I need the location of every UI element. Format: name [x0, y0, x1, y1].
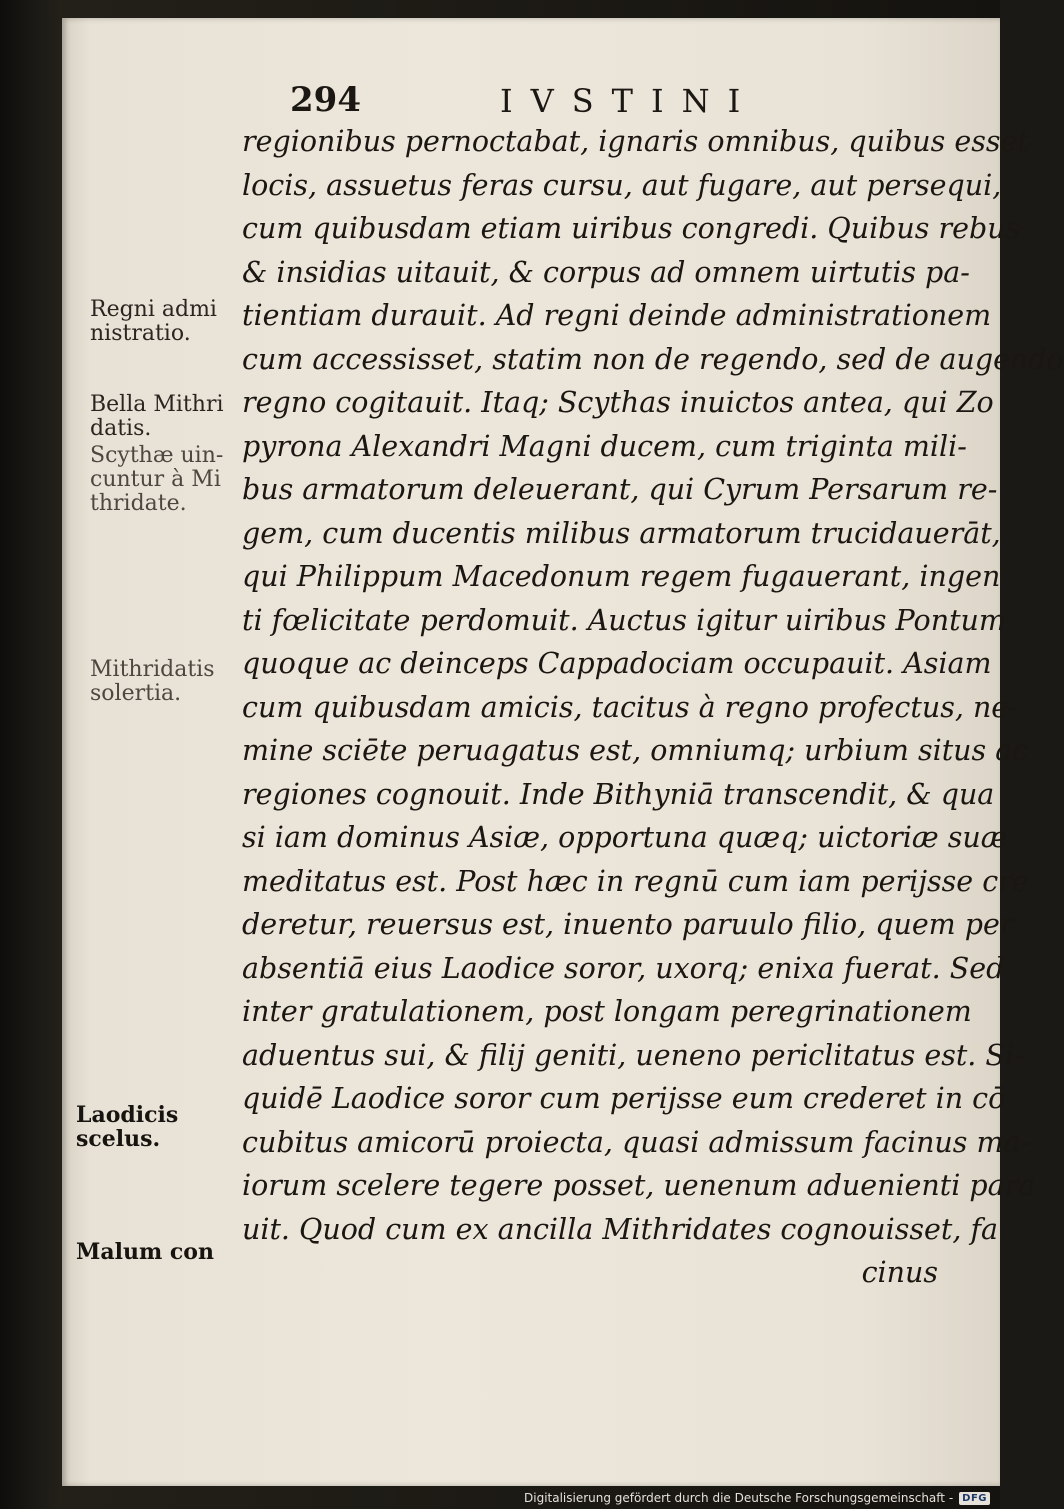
marginal-note-line: thridate. — [90, 491, 187, 516]
text-line: absentiā eius Laodice soror, uxorq; enixa fuerat. Sed — [242, 951, 1005, 985]
marginal-note-line: Regni admi — [90, 297, 217, 322]
text-line: & insidias uitauit, & corpus ad omnem uirtutis pa- — [242, 255, 970, 289]
marginal-note-line: solertia. — [90, 681, 182, 706]
marginal-note-line: cuntur à Mi — [90, 467, 221, 492]
marginal-note-line: datis. — [90, 416, 152, 441]
text-line: inter gratulationem, post longam peregrinationem — [242, 995, 972, 1028]
marginal-note-bella — [90, 393, 224, 441]
marginal-note-malum — [76, 1240, 214, 1264]
credit-text: Digitalisierung gefördert durch die Deutsche Forschungsgemeinschaft - — [524, 1491, 954, 1505]
marginal-note-laodicis — [76, 1103, 178, 1151]
text-line: mine sciēte peruagatus est, omniumq; urbium situs ac — [242, 734, 1029, 767]
text-line: regionibus pernoctabat, ignaris omnibus, quibus esset — [242, 125, 1029, 158]
text-line: quidē Laodice soror cum perijsse eum crederet in cō — [242, 1082, 1006, 1115]
catchword: cinus — [861, 1256, 938, 1289]
text-line: ti fœlicitate perdomuit. Auctus igitur uiribus Pontum — [242, 603, 1006, 637]
text-line: cubitus amicorū proiecta, quasi admissum facinus ma- — [242, 1125, 1031, 1159]
text-line: meditatus est. Post hæc in regnū cum iam perijsse cre — [242, 864, 1029, 898]
marginal-note-line: Malum con — [76, 1239, 214, 1265]
book-page — [62, 18, 1064, 1486]
marginal-note-line: Laodicis — [76, 1102, 179, 1128]
text-line: cum accessisset, statim non de regendo, sed de augendo — [242, 342, 1064, 376]
text-line: aduentus sui, & filij geniti, ueneno periclitatus est. Si- — [242, 1038, 1024, 1072]
text-line: uit. Quod cum ex ancilla Mithridates cognouisset, fa — [242, 1212, 998, 1246]
running-head — [290, 76, 850, 126]
text-line: gem, cum ducentis milibus armatorum trucidauerāt, — [242, 516, 1001, 550]
running-title: IVSTINI — [500, 82, 759, 120]
text-line: cum quibusdam etiam uiribus congredi. Quibus rebus — [242, 212, 1021, 245]
text-line: locis, assuetus feras cursu, aut fugare, aut persequi, — [242, 168, 1002, 202]
marginal-note-line: scelus. — [76, 1126, 161, 1152]
marginal-note-line: Bella Mithri — [90, 392, 224, 417]
text-line: tientiam durauit. Ad regni deinde administrationem — [242, 299, 992, 332]
text-line: cum quibusdam amicis, tacitus à regno profectus, ne- — [242, 690, 1018, 724]
marginal-note-solertia — [90, 658, 215, 706]
marginal-note-regni — [90, 298, 217, 346]
page-number: 294 — [290, 80, 361, 120]
body-text — [242, 120, 1064, 1295]
marginal-note-scythae — [90, 444, 223, 516]
marginal-note-line: nistratio. — [90, 321, 191, 346]
text-line: bus armatorum deleuerant, qui Cyrum Persarum re- — [242, 473, 998, 506]
text-line: deretur, reuersus est, inuento paruulo filio, quem per — [242, 908, 1014, 941]
marginal-note-line: Scythæ uin- — [90, 443, 224, 468]
text-line: pyrona Alexandri Magni ducem, cum triginta mili- — [242, 429, 967, 463]
text-line: qui Philippum Macedonum regem fugauerant, ingen — [242, 560, 1001, 593]
marginal-note-line: Mithridatis — [90, 657, 215, 682]
text-line: si iam dominus Asiæ, opportuna quæq; uictoriæ suæ — [242, 821, 1008, 854]
digitization-credit — [524, 1489, 990, 1507]
text-line: regiones cognouit. Inde Bithyniā transcendit, & qua — [242, 777, 995, 811]
text-line: iorum scelere tegere posset, uenenum aduenienti para — [242, 1169, 1036, 1202]
dfg-logo: DFG — [959, 1492, 990, 1505]
text-line: quoque ac deinceps Cappadociam occupauit. Asiam — [242, 647, 992, 680]
text-line: regno cogitauit. Itaq; Scythas inuictos antea, qui Zo — [242, 386, 994, 419]
